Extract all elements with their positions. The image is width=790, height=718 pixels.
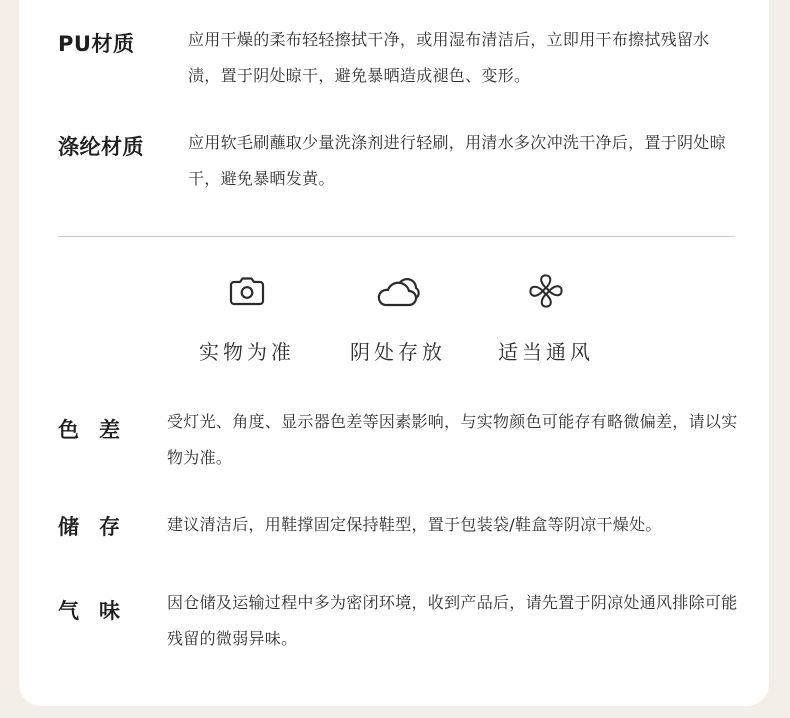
care-text: 应用软毛刷蘸取少量洗涤剂进行轻刷，用清水多次冲洗干净后，置于阴处晾干，避免暴晒发黄。	[188, 133, 726, 188]
info-text: 建议清洁后，用鞋撑固定保持鞋型，置于包装袋/鞋盒等阴凉干燥处。	[167, 515, 662, 534]
info-text: 因仓储及运输过程中多为密闭环境，收到产品后，请先置于阴凉处通风排除可能残留的微弱异味。	[167, 593, 738, 648]
camera-icon	[182, 272, 312, 310]
feature-true-to-product	[182, 272, 312, 365]
feature-label: 阴处存放	[350, 340, 446, 364]
care-text: 应用干燥的柔布轻轻擦拭干净，或用湿布清洁后，立即用干布擦拭残留水渍，置于阴处晾干，避免暴晒造成褪色、变形。	[188, 30, 710, 85]
care-title: PU材质	[58, 32, 135, 56]
section-divider	[58, 236, 735, 237]
care-title: 涤纶材质	[58, 135, 144, 159]
feature-store-in-shade	[333, 272, 463, 365]
feature-label: 适当通风	[498, 340, 594, 364]
fan-icon	[481, 272, 611, 310]
info-title: 储存	[58, 515, 140, 539]
info-title: 气味	[58, 599, 140, 623]
cloud-sun-icon	[333, 272, 463, 310]
info-text: 受灯光、角度、显示器色差等因素影响，与实物颜色可能存有略微偏差，请以实物为准。	[167, 412, 738, 467]
info-title: 色差	[58, 418, 140, 442]
feature-label: 实物为准	[199, 340, 295, 364]
feature-ventilate	[481, 272, 611, 365]
